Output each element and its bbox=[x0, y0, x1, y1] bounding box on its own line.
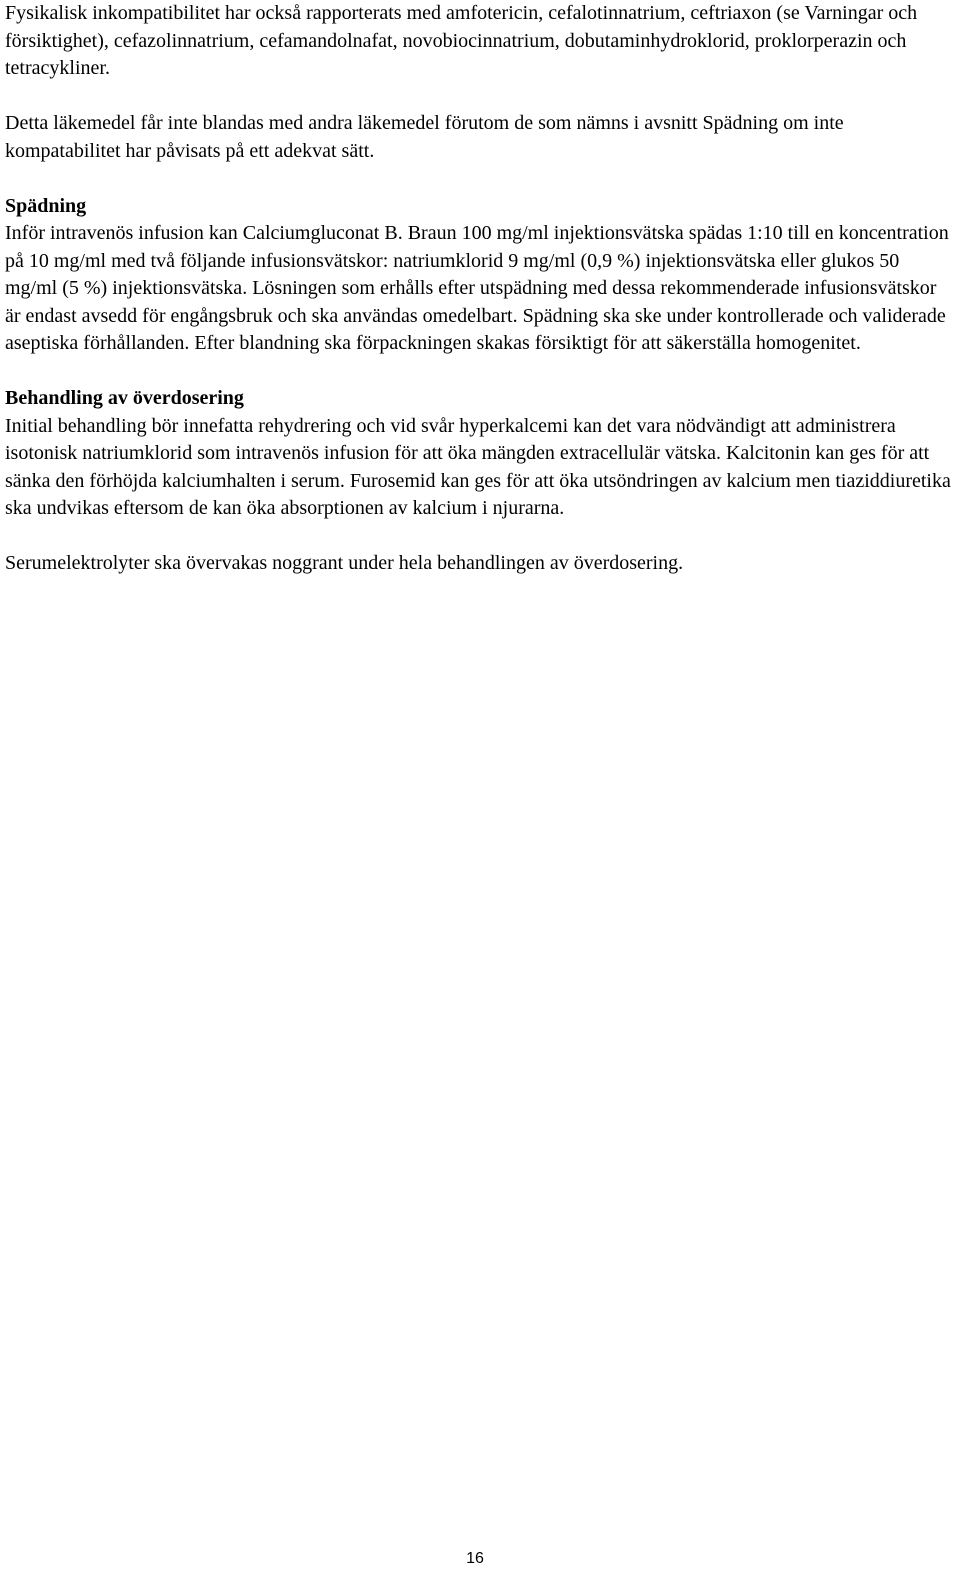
dilution-text: Inför intravenös infusion kan Calciumgluconat B. Braun 100 mg/ml injektionsvätska spädas 1:10 till en koncentration på 10 mg/ml med två följande infusionsvätskor: natriumklorid 9 mg/ml (0,9 %) injektionsvätska eller glukos 50 mg/ml (5 %) injektionsvätska. Lösningen som erhålls efter utspädning med dessa rekommenderade infusionsvätskor är endast avsedd för engångsbruk och ska användas omedelbart. Spädning ska ske under kontrollerade och validerade aseptiska förhållanden. Efter blandning ska förpackningen skakas försiktigt för att säkerställa homogenitet. bbox=[5, 222, 949, 354]
document-page bbox=[5, 0, 955, 605]
page-number: 16 bbox=[466, 1550, 484, 1567]
section-dilution bbox=[5, 193, 955, 358]
mixing-restriction-paragraph: Detta läkemedel får inte blandas med andra läkemedel förutom de som nämns i avsnitt Spädning om inte kompatabilitet har påvisats på ett adekvat sätt. bbox=[5, 112, 844, 162]
overdose-text: Initial behandling bör innefatta rehydrering och vid svår hyperkalcemi kan det vara nödvändigt att administrera isotonisk natriumklorid som intravenös infusion för att öka mängden extracellulär vätska. Kalcitonin kan ges för att sänka den förhöjda kalciumhalten i serum. Furosemid kan ges för att öka utsöndringen av kalcium men tiaziddiuretika ska undvikas eftersom de kan öka absorptionen av kalcium i njurarna. bbox=[5, 414, 951, 519]
dilution-heading: Spädning bbox=[5, 194, 87, 217]
section-overdose bbox=[5, 385, 955, 523]
incompatibility-paragraph: Fysikalisk inkompatibilitet har också rapporterats med amfotericin, cefalotinnatrium, ceftriaxon (se Varningar och försiktighet), cefazolinnatrium, cefamandolnafat, novobiocinnatrium, dobutaminhydroklorid, proklorperazin och tetracykliner. bbox=[5, 2, 918, 79]
overdose-heading: Behandling av överdosering bbox=[5, 387, 244, 409]
electrolytes-paragraph: Serumelektrolyter ska övervakas noggrant under hela behandlingen av överdosering. bbox=[5, 552, 684, 574]
